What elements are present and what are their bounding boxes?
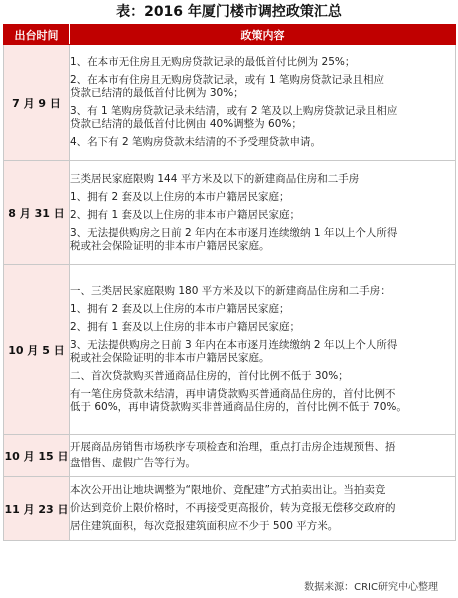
page-title: 表：2016 年厦门楼市调控政策汇总 — [116, 4, 342, 20]
row-date: 11 月 23 日 — [4, 477, 70, 541]
content-line: 价达到竞价上限价格时，不再接受更高报价，转为竞报无偿移交政府的 — [70, 502, 396, 514]
content-line: 低于 60%，再申请贷款购买非普通商品住房的，首付比例不低于 70%。 — [70, 401, 407, 413]
content-line: 3、无法提供购房之日前 2 年内在本市逐月连续缴纳 1 年以上个人所得 — [70, 226, 398, 239]
row-date: 10 月 5 日 — [4, 265, 70, 435]
row-date: 10 月 15 日 — [4, 435, 70, 477]
content-line: 3、有 1 笔购房贷款记录未结清，或有 2 笔及以上购房贷款记录且相应 — [70, 105, 398, 117]
policy-table — [3, 24, 456, 541]
table-row — [4, 45, 456, 161]
row-date: 8 月 31 日 — [4, 161, 70, 265]
content-line: 二、首次贷款购买普通商品住房的，首付比例不低于 30%； — [70, 370, 349, 382]
content-line: 贷款已结清的最低首付比例为 30%； — [70, 87, 244, 99]
content-line: 三类居民家庭限购 144 平方米及以下的新建商品住房和二手房 — [70, 172, 360, 185]
content-line: 1、拥有 2 套及以上住房的本市户籍居民家庭； — [70, 303, 290, 315]
content-line: 2、拥有 1 套及以上住房的非本市户籍居民家庭； — [70, 208, 301, 221]
row-content — [70, 477, 456, 541]
row-content — [70, 435, 456, 477]
row-content — [70, 45, 456, 161]
content-line: 税或社会保险证明的非本市户籍居民家庭。 — [70, 352, 270, 364]
row-date: 7 月 9 日 — [4, 45, 70, 161]
content-line: 1、拥有 2 套及以上住房的本市户籍居民家庭； — [70, 190, 290, 203]
row-content — [70, 161, 456, 265]
content-line: 2、在本市有住房且无购房贷款记录，或有 1 笔购房贷款记录且相应 — [70, 74, 385, 86]
content-line: 税或社会保险证明的非本市户籍居民家庭。 — [70, 239, 270, 252]
content-line: 有一笔住房贷款未结清，再申请贷款购买普通商品住房的，首付比例不 — [70, 388, 396, 400]
table-row — [4, 477, 456, 541]
content-line: 盘惜售、虚假广告等行为。 — [70, 457, 196, 469]
header-content: 政策内容 — [70, 25, 456, 45]
row-content — [70, 265, 456, 435]
header-date: 出台时间 — [4, 25, 70, 45]
content-line: 1、在本市无住房且无购房贷款记录的最低首付比例为 25%； — [70, 56, 356, 68]
content-line: 3、无法提供购房之日前 3 年内在本市逐月连续缴纳 2 年以上个人所得 — [70, 339, 398, 351]
data-source-note: 数据来源：CRIC研究中心整理 — [304, 582, 438, 593]
content-line: 居住建筑面积，每次竞报建筑面积应不少于 500 平方米。 — [70, 520, 339, 532]
content-line: 一、三类居民家庭限购 180 平方米及以下的新建商品住房和二手房： — [70, 285, 391, 297]
content-line: 开展商品房销售市场秩序专项检查和治理，重点打击房企违规预售、捂 — [70, 441, 396, 453]
content-line: 本次公开出让地块调整为“限地价、竞配建”方式拍卖出让。当拍卖竞 — [70, 484, 386, 496]
table-row — [4, 265, 456, 435]
table-row — [4, 161, 456, 265]
table-header-row — [4, 25, 456, 45]
content-line: 4、名下有 2 笔购房贷款未结清的不予受理贷款申请。 — [70, 136, 322, 148]
content-line: 贷款已结清的最低首付比例由 40%调整为 60%； — [70, 118, 302, 130]
table-row — [4, 435, 456, 477]
content-line: 2、拥有 1 套及以上住房的非本市户籍居民家庭； — [70, 321, 301, 333]
